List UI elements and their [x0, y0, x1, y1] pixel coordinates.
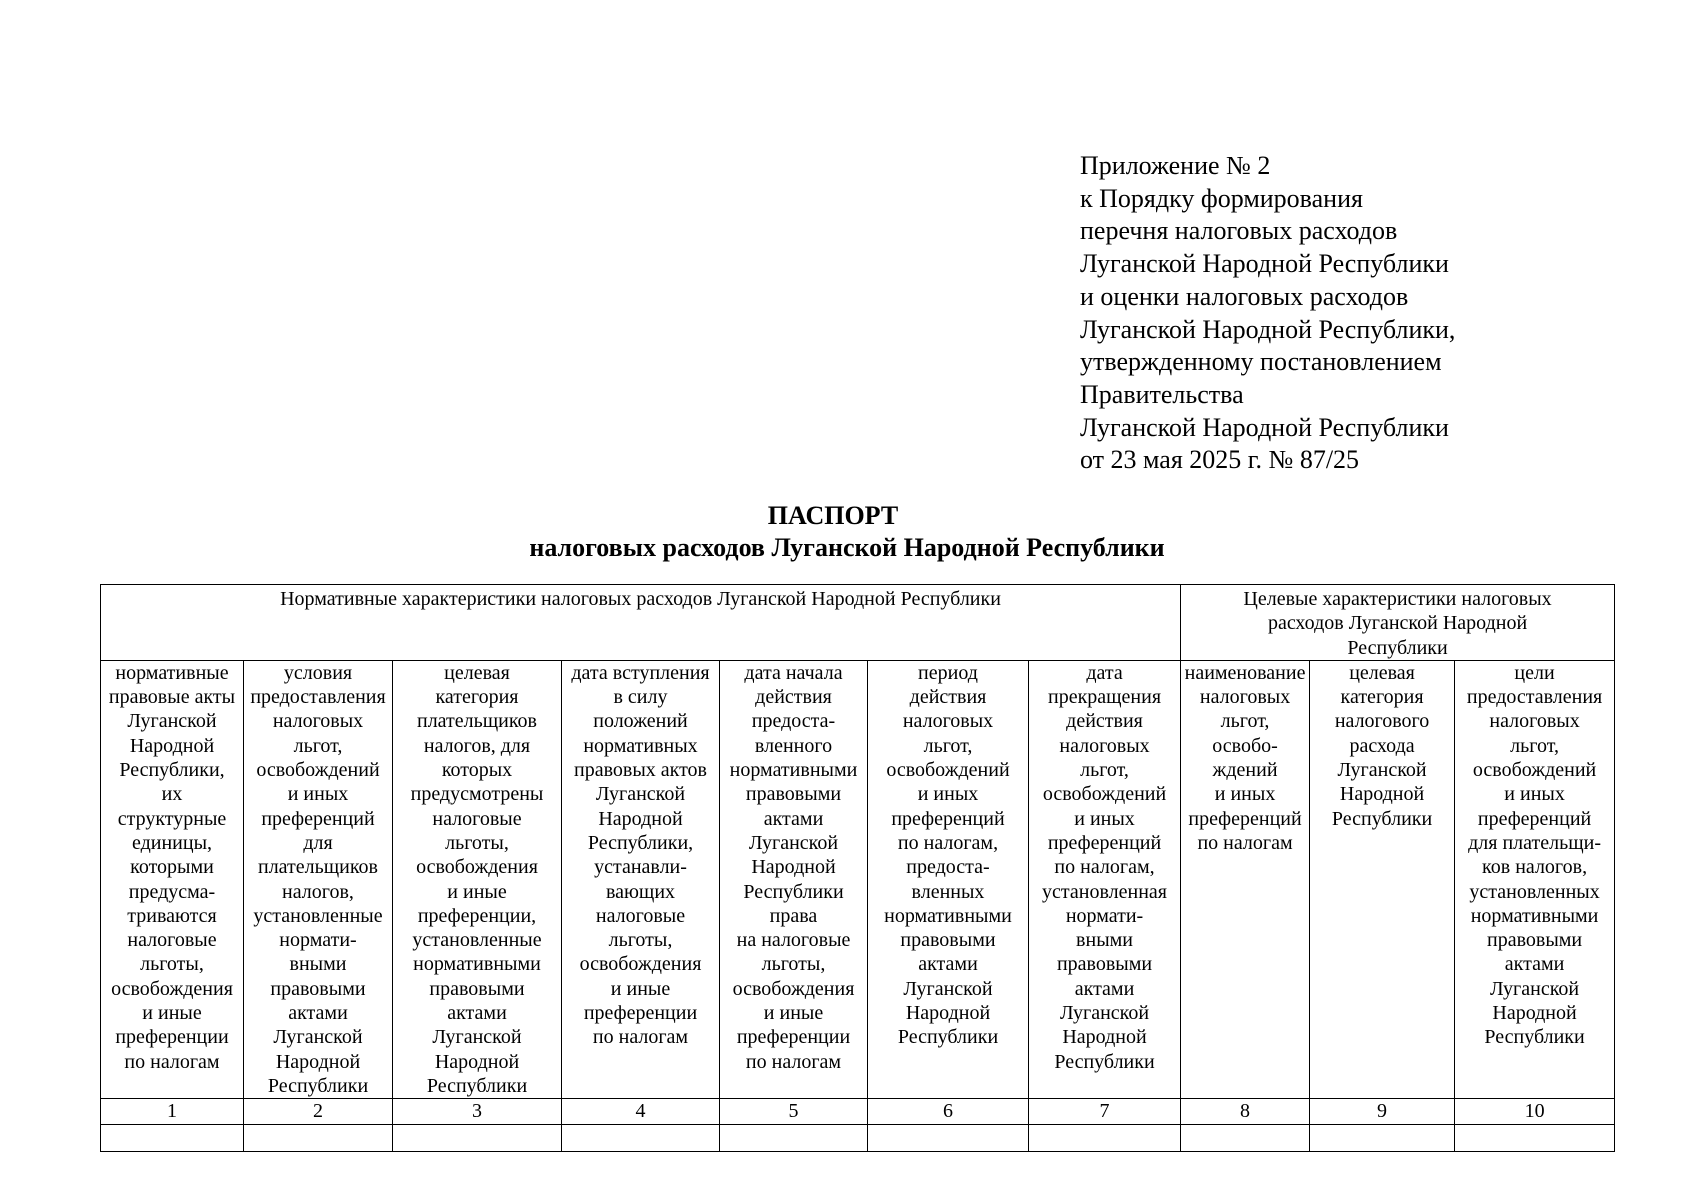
column-header-line: льгот,	[293, 734, 343, 757]
column-header-line: цели	[1514, 661, 1555, 684]
column-header-line: правовые акты	[108, 686, 236, 709]
column-header-line: по налогам,	[897, 831, 999, 854]
title-subtitle: налоговых расходов Луганской Народной Республики	[529, 533, 1165, 562]
column-header-line: Республики	[426, 1074, 528, 1097]
empty-cell[interactable]	[1455, 1124, 1615, 1151]
column-header-line: освобо-	[1212, 734, 1278, 757]
column-header-line: и иных	[917, 783, 979, 806]
column-header-line: налоговых	[902, 710, 994, 733]
column-header-line: которыми	[130, 856, 214, 879]
column-header-line: Луганской	[595, 783, 686, 806]
column-header-line: вными	[1076, 929, 1133, 952]
column-header-line: вленного	[754, 734, 833, 757]
column-header-9	[1310, 660, 1455, 1098]
column-header-line: актами	[1074, 977, 1135, 1000]
column-header-line: Луганской	[903, 977, 993, 1000]
column-header-line: правовыми	[1056, 953, 1153, 976]
column-header-line: установленные	[253, 904, 383, 927]
column-header-line: Народной	[275, 1050, 361, 1073]
column-header-line: целевая	[1349, 661, 1415, 684]
column-header-5	[720, 660, 868, 1098]
column-header-line: плательщиков	[416, 710, 537, 733]
column-header-line: дата вступления	[571, 661, 710, 684]
column-header-line: преференций	[261, 807, 375, 830]
column-number: 8	[1181, 1099, 1310, 1124]
column-header-line: освобождений	[1042, 783, 1167, 806]
column-header-line: актами	[447, 1002, 507, 1025]
column-header-line: Народной	[1492, 1002, 1577, 1025]
column-header-line: Республики,	[119, 759, 225, 782]
column-header-line: и иных	[1074, 807, 1135, 830]
column-header-line: вленных	[911, 880, 985, 903]
column-header-line: актами	[918, 953, 978, 976]
column-header-line: условия	[283, 661, 353, 684]
column-header-line: дата	[1086, 661, 1123, 684]
column-header-line: правовыми	[429, 977, 525, 1000]
column-header-line: налоговые	[432, 807, 522, 830]
column-number: 6	[868, 1099, 1029, 1124]
column-header-line: преференций	[891, 807, 1005, 830]
column-header-line: правовыми	[1486, 929, 1583, 952]
column-header-line: освобождений	[886, 759, 1010, 782]
column-header-line: предоста-	[751, 710, 836, 733]
column-header-line: нормативными	[1470, 904, 1599, 927]
column-header-line: права	[769, 904, 818, 927]
column-number: 10	[1455, 1099, 1615, 1124]
empty-cell[interactable]	[720, 1124, 868, 1151]
column-header-line: на налоговые	[736, 929, 851, 952]
column-header-line: налогов, для	[423, 734, 531, 757]
column-header-line: вающих	[605, 880, 676, 903]
column-header-line: и иные	[447, 880, 507, 903]
column-header-line: по налогам	[1197, 831, 1293, 854]
column-header-line: нормати-	[279, 929, 357, 952]
column-header-line: действия	[1066, 710, 1143, 733]
column-header-line: налоговых	[272, 710, 364, 733]
column-header-line: Республики	[897, 1026, 999, 1049]
appendix-line: Приложение № 2	[1080, 151, 1271, 180]
column-header-line: и иные	[142, 1002, 202, 1025]
column-header-line: период	[918, 661, 978, 684]
normative-characteristics-header: Нормативные характеристики налоговых расходов Луганской Народной Республики	[101, 585, 1181, 661]
column-header-line: категория	[1340, 686, 1424, 709]
target-header-line: расходов Луганской Народной	[1267, 612, 1528, 635]
column-header-line: по налогам	[745, 1050, 842, 1073]
column-header-line: Луганской	[273, 1026, 363, 1049]
column-header-line: освобождений	[256, 759, 380, 782]
column-header-line: налогов,	[282, 880, 354, 903]
column-header-7	[1029, 660, 1181, 1098]
column-header-line: преференций	[1477, 807, 1592, 830]
column-header-line: и иные	[610, 977, 671, 1000]
column-header-line: плательщиков	[257, 856, 378, 879]
appendix-line: к Порядку формирования	[1080, 183, 1363, 213]
column-header-line: налоговых	[1059, 734, 1150, 757]
column-header-line: действия	[909, 686, 987, 709]
column-number: 9	[1310, 1099, 1455, 1124]
column-header-line: по налогам	[592, 1026, 689, 1049]
column-header-line: наименование	[1184, 661, 1306, 684]
column-header-10	[1455, 660, 1615, 1098]
appendix-line: Луганской Народной Республики,	[1080, 314, 1456, 344]
column-header-6	[868, 660, 1029, 1098]
column-header-line: льгот,	[1220, 710, 1270, 733]
column-header-line: установленная	[1042, 880, 1167, 903]
target-characteristics-header	[1181, 585, 1615, 661]
column-header-line: налоговые	[127, 929, 217, 952]
column-header-line: Республики	[1484, 1026, 1585, 1049]
column-header-line: Народной	[434, 1050, 520, 1073]
appendix-line: Луганской Народной Республики	[1080, 412, 1449, 442]
column-header-line: и иных	[1214, 783, 1276, 806]
column-header-line: положений	[593, 710, 688, 733]
column-header-line: преференций	[1047, 831, 1162, 854]
appendix-line: от 23 мая 2025 г. № 87/25	[1080, 445, 1360, 475]
column-header-line: предоставления	[1466, 686, 1603, 709]
column-header-line: освобождений	[1472, 759, 1597, 782]
column-header-line: Луганской	[432, 1026, 522, 1049]
column-header-line: Луганской	[1337, 759, 1427, 782]
column-header-line: правовых актов	[573, 759, 708, 782]
column-header-line: триваются	[127, 904, 217, 927]
column-header-line: актами	[288, 1002, 348, 1025]
column-header-line: и иные	[763, 1002, 824, 1025]
column-header-line: Республики,	[587, 831, 694, 854]
passport-table	[100, 584, 1615, 1152]
empty-cell[interactable]	[393, 1124, 562, 1151]
column-header-line: нормативные	[115, 661, 229, 684]
target-header-line: Целевые характеристики налоговых	[1243, 588, 1552, 610]
column-number: 3	[393, 1099, 562, 1124]
column-header-2	[244, 660, 393, 1098]
column-header-line: нормати-	[1065, 904, 1144, 927]
column-number: 2	[244, 1099, 393, 1124]
column-header-line: их	[161, 783, 183, 806]
appendix-line: и оценки налоговых расходов	[1080, 281, 1409, 311]
column-header-line: установленных	[1469, 880, 1600, 903]
column-header-line: преференции	[736, 1026, 851, 1049]
column-header-line: Народной	[129, 734, 215, 757]
column-header-3	[393, 660, 562, 1098]
column-header-line: правовыми	[270, 977, 366, 1000]
column-header-line: установленные	[412, 929, 542, 952]
column-header-line: налоговые	[595, 904, 686, 927]
column-header-line: Народной	[1062, 1026, 1147, 1049]
appendix-line: Правительства	[1080, 379, 1244, 409]
column-header-line: которых	[441, 759, 513, 782]
column-header-line: предусма-	[128, 880, 216, 903]
column-header-line: Луганской	[748, 831, 839, 854]
column-header-line: преференции,	[417, 904, 537, 927]
column-header-line: преференции	[583, 1002, 698, 1025]
column-header-line: Республики	[743, 880, 844, 903]
column-header-line: устанавли-	[594, 856, 687, 879]
column-header-4	[562, 660, 720, 1098]
column-header-line: по налогам	[124, 1050, 220, 1073]
document-title	[0, 500, 1694, 564]
column-header-line: Народной	[1339, 783, 1425, 806]
column-header-line: освобождения	[416, 856, 538, 879]
column-header-line: ждений	[1212, 759, 1278, 782]
title-passport: ПАСПОРТ	[767, 501, 899, 530]
column-header-line: для плательщи-	[1468, 831, 1601, 854]
column-header-row	[101, 660, 1615, 1098]
column-header-line: нормативными	[884, 904, 1012, 927]
column-header-line: нормативными	[413, 953, 541, 976]
appendix-line: утвержденному постановлением	[1080, 347, 1442, 377]
column-number: 1	[101, 1099, 244, 1124]
column-header-line: Республики	[1054, 1050, 1155, 1073]
target-header-line: Республики	[1347, 636, 1448, 659]
column-header-line: категория	[435, 686, 519, 709]
column-header-line: Республики	[267, 1074, 369, 1097]
column-header-line: актами	[1504, 953, 1565, 976]
column-header-line: структурные	[117, 807, 227, 830]
column-header-line: предоста-	[906, 856, 990, 879]
column-header-line: освобождения	[732, 977, 855, 1000]
empty-cell[interactable]	[244, 1124, 393, 1151]
column-header-line: льгот,	[1510, 734, 1559, 757]
column-header-line: Народной	[598, 807, 683, 830]
empty-cell[interactable]	[1181, 1124, 1310, 1151]
column-number: 5	[720, 1099, 868, 1124]
column-header-line: льготы,	[140, 953, 204, 976]
column-header-line: льгот,	[1080, 759, 1129, 782]
column-header-line: Республики	[1331, 807, 1433, 830]
column-header-line: льготы,	[608, 929, 673, 952]
column-header-line: Народной	[751, 856, 836, 879]
column-header-line: предусмотрены	[410, 783, 544, 806]
column-header-line: в силу	[613, 686, 668, 709]
column-header-line: правовыми	[900, 929, 996, 952]
column-header-line: прекращения	[1047, 686, 1162, 709]
appendix-block	[1080, 150, 1640, 477]
column-header-line: налогового	[1334, 710, 1430, 733]
column-header-line: расхода	[1349, 734, 1415, 757]
column-header-line: целевая	[444, 661, 510, 684]
column-header-line: актами	[763, 807, 824, 830]
column-header-line: действия	[755, 686, 832, 709]
column-number: 4	[562, 1099, 720, 1124]
empty-cell[interactable]	[1310, 1124, 1455, 1151]
column-header-8	[1181, 660, 1310, 1098]
column-header-line: преференций	[1188, 807, 1302, 830]
column-header-line: льготы,	[445, 831, 509, 854]
column-header-line: льготы,	[761, 953, 826, 976]
column-header-line: налоговых	[1199, 686, 1291, 709]
column-header-line: единицы,	[131, 831, 213, 854]
column-header-line: налоговых	[1489, 710, 1580, 733]
column-header-line: льгот,	[923, 734, 973, 757]
appendix-line: перечня налоговых расходов	[1080, 216, 1398, 246]
column-header-line: ков налогов,	[1482, 856, 1588, 879]
column-header-line: правовыми	[745, 783, 842, 806]
column-header-line: нормативных	[583, 734, 698, 757]
column-header-line: предоставления	[250, 686, 386, 709]
column-header-line: освобождения	[111, 977, 233, 1000]
column-header-line: Народной	[905, 1002, 991, 1025]
column-number: 7	[1029, 1099, 1181, 1124]
column-header-line: Луганской	[1059, 1002, 1150, 1025]
empty-cell[interactable]	[1029, 1124, 1181, 1151]
column-header-line: освобождения	[579, 953, 702, 976]
group-header-row	[101, 585, 1615, 661]
column-header-line: нормативными	[729, 759, 858, 782]
column-header-line: Луганской	[127, 710, 217, 733]
empty-cell[interactable]	[562, 1124, 720, 1151]
appendix-line: Луганской Народной Республики	[1080, 249, 1449, 279]
empty-cell[interactable]	[101, 1124, 244, 1151]
empty-cell[interactable]	[868, 1124, 1029, 1151]
column-header-line: и иных	[1504, 783, 1565, 806]
column-header-line: для	[303, 831, 333, 854]
column-header-line: дата начала	[744, 661, 843, 684]
column-number-row	[101, 1099, 1615, 1124]
column-header-line: и иных	[287, 783, 349, 806]
column-header-line: преференции	[115, 1026, 229, 1049]
column-header-line: Луганской	[1489, 977, 1580, 1000]
empty-data-row	[101, 1124, 1615, 1151]
column-header-line: по налогам,	[1054, 856, 1155, 879]
column-header-line: вными	[289, 953, 347, 976]
column-header-1	[101, 660, 244, 1098]
